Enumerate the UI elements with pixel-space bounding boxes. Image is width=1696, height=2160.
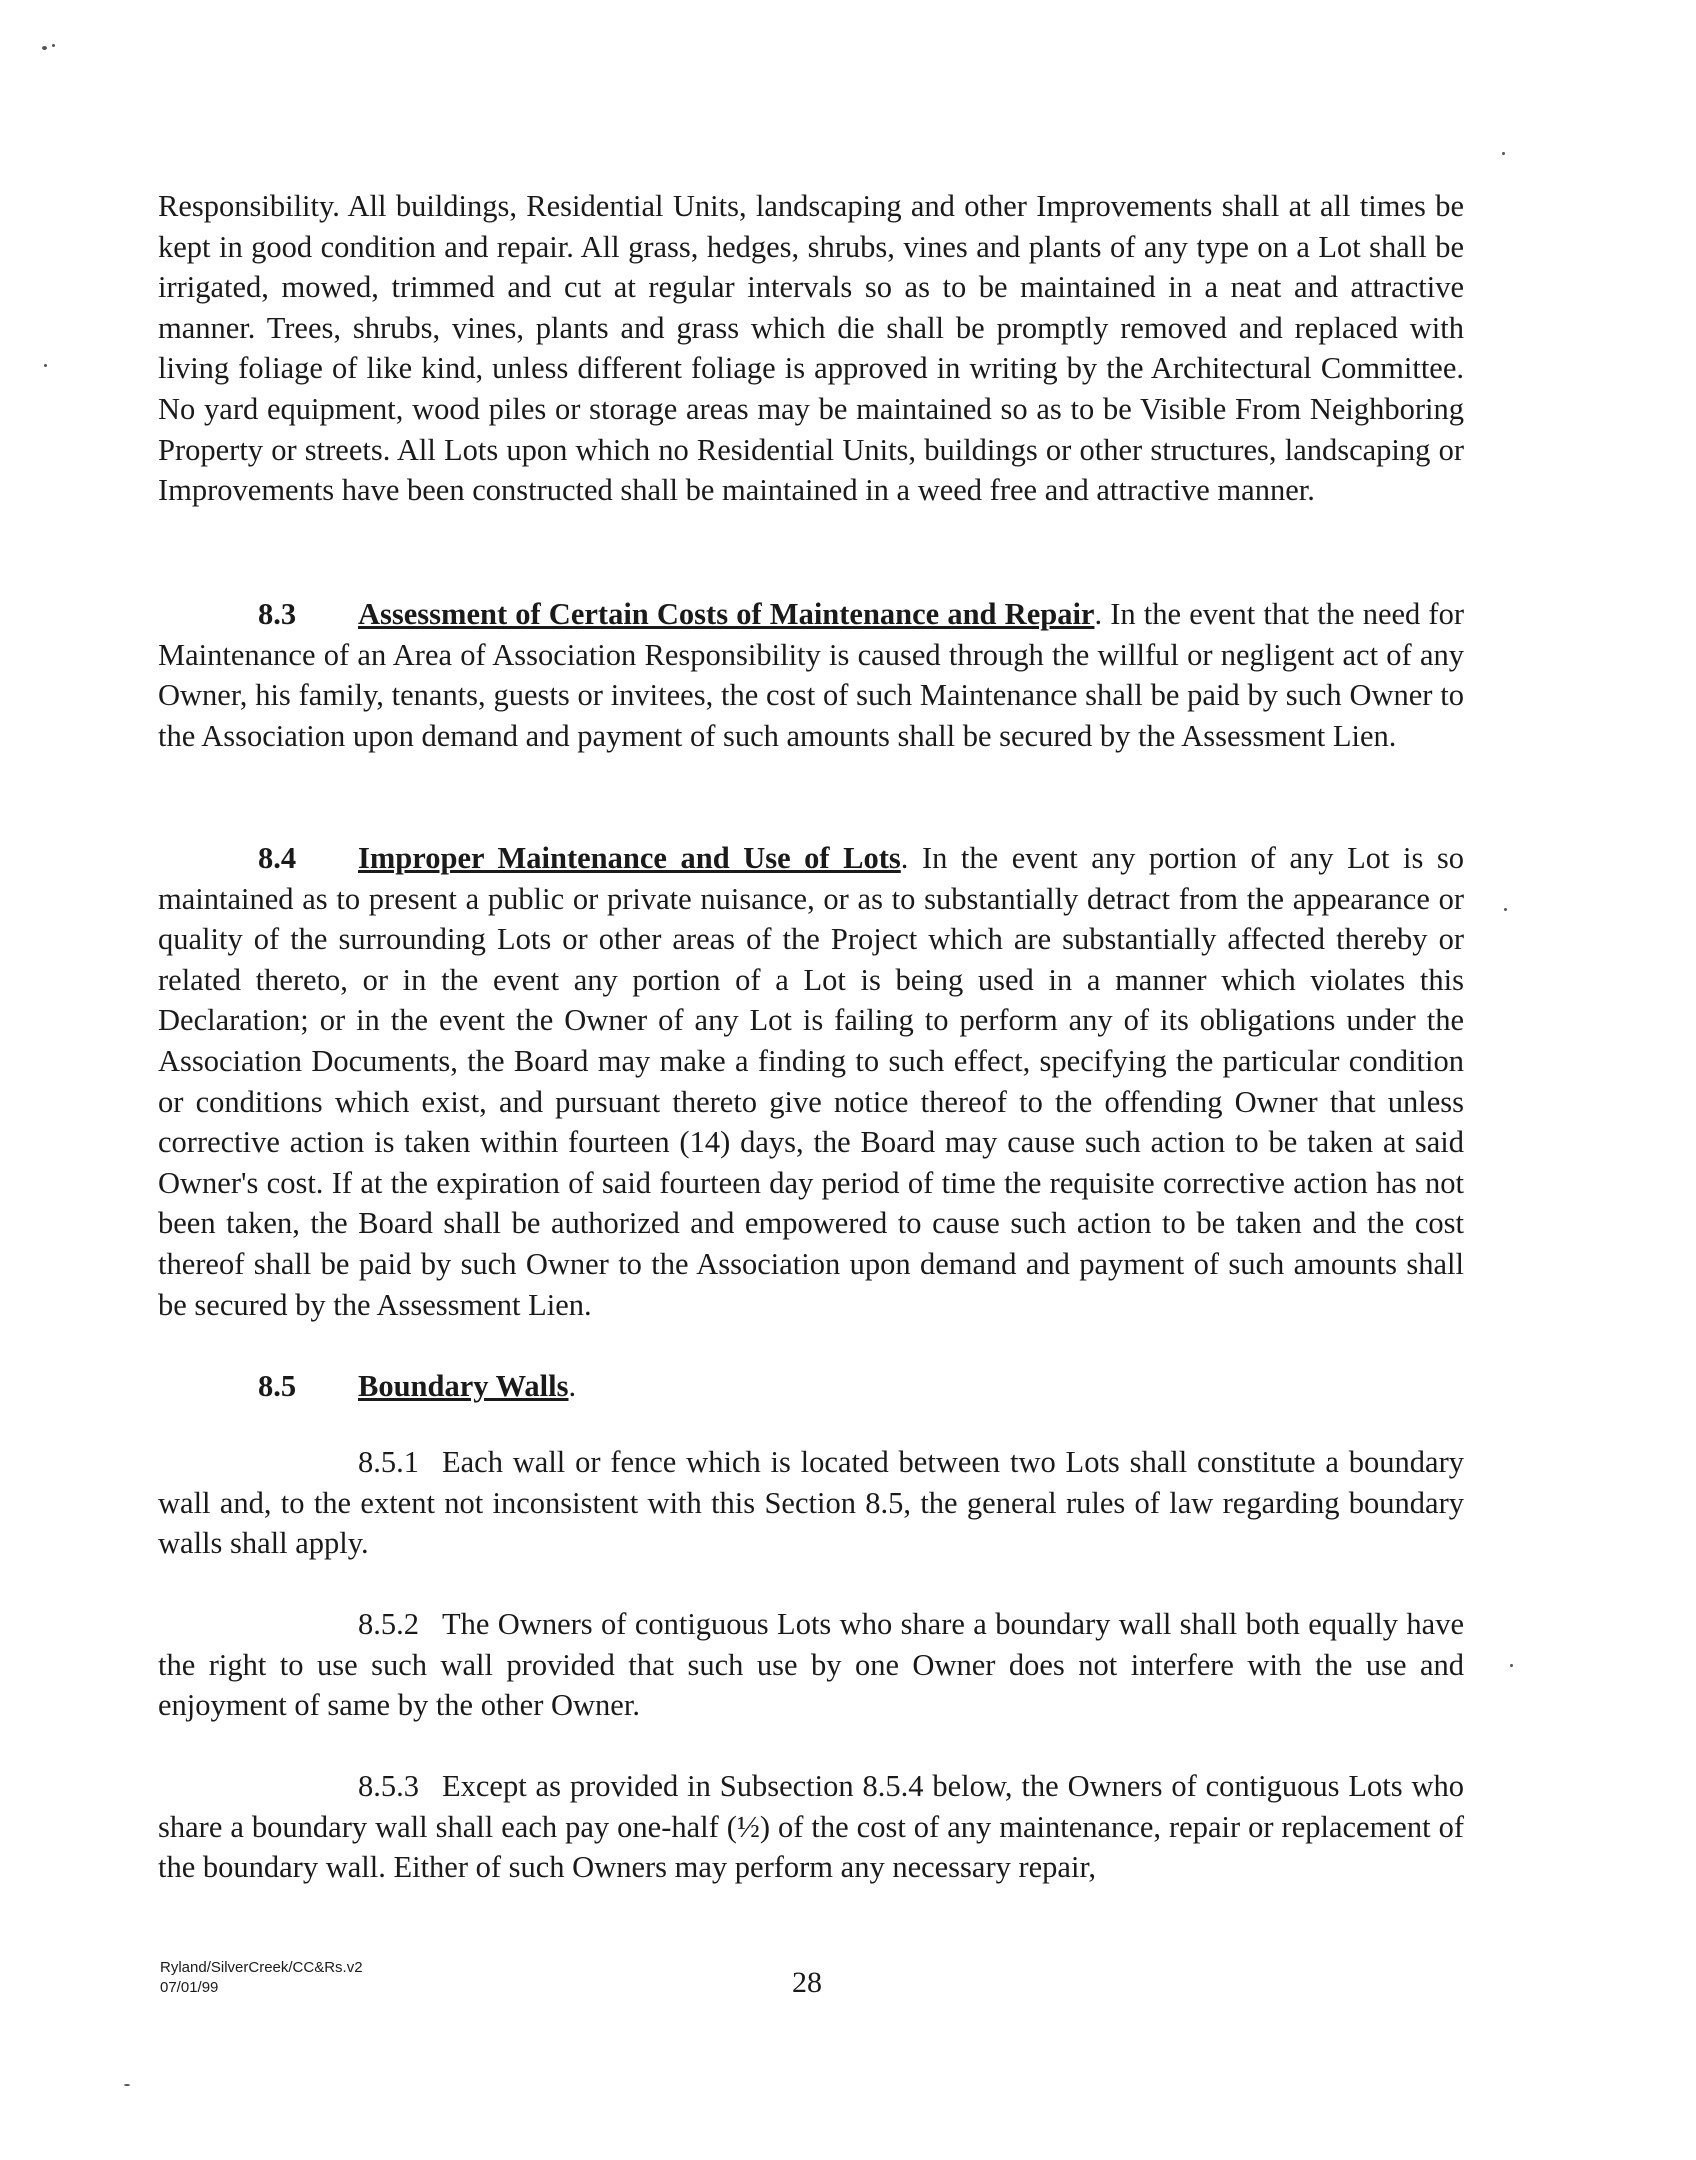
page-number: 28 [792, 1966, 822, 1999]
subsection-8-5-1 [158, 1442, 1464, 1564]
footer-document-reference [160, 1958, 363, 1998]
subsection-8-5-3 [158, 1766, 1464, 1888]
subsection-number: 8.5.3 [358, 1769, 419, 1803]
section-title-period: . [568, 1369, 577, 1403]
subsection-8-5-2 [158, 1604, 1464, 1726]
scan-speck [124, 2084, 130, 2086]
scan-speck [42, 46, 47, 50]
continuation-paragraph [158, 186, 1464, 511]
section-title: Assessment of Certain Costs of Maintenance and Repair [358, 597, 1095, 631]
subsection-number: 8.5.1 [358, 1445, 419, 1479]
subsection-body: The Owners of contiguous Lots who share a boundary wall shall both equally have the right to use such wall provided that such use by one Owner does not interfere with the use and enjoyment of same by the other Owner. [158, 1607, 1464, 1723]
section-title: Boundary Walls [358, 1369, 569, 1403]
section-body: . In the event any portion of any Lot is so maintained as to present a public or private nuisance, or as to substantially detract from the appearance or quality of the surrounding Lots or other areas of the Project which are substantially affected thereby or related thereto, or in the event any portion of a Lot is being used in a manner which violates this Declaration; or in the event the Owner of any Lot is failing to perform any of its obligations under the Association Documents, the Board may make a finding to such effect, specifying the particular condition or conditions which exist, and pursuant thereto give notice thereof to the offending Owner that unless corrective action is taken within fourteen (14) days, the Board may cause such action to be taken at said Owner's cost. If at the expiration of said fourteen day period of time the requisite corrective action has not been taken, the Board shall be authorized and empowered to cause such action to be taken and the cost thereof shall be paid by such Owner to the Association upon demand and payment of such amounts shall be secured by the Assessment Lien. [158, 841, 1464, 1322]
section-8-5 [158, 1366, 1464, 1407]
footer-date: 07/01/99 [160, 1979, 219, 1996]
scan-speck [44, 364, 47, 367]
subsection-body: Each wall or fence which is located between two Lots shall constitute a boundary wall and, to the extent not inconsistent with this Section 8.5, the general rules of law regarding boundary walls shall apply. [158, 1445, 1464, 1561]
section-title: Improper Maintenance and Use of Lots [358, 841, 901, 875]
section-8-4 [158, 838, 1464, 1325]
scan-speck [52, 44, 55, 47]
section-body: . In the event that the need for Maintenance of an Area of Association Responsibility is caused through the willful or negligent act of any Owner, his family, tenants, guests or invitees, the cost of such Maintenance shall be paid by such Owner to the Association upon demand and payment of such amounts shall be secured by the Assessment Lien. [158, 597, 1464, 753]
subsection-body: Except as provided in Subsection 8.5.4 below, the Owners of contiguous Lots who share a boundary wall shall each pay one-half (½) of the cost of any maintenance, repair or replacement of the boundary wall. Either of such Owners may perform any necessary repair, [158, 1769, 1464, 1885]
section-number: 8.4 [258, 841, 297, 875]
continuation-text: Responsibility. All buildings, Residential Units, landscaping and other Improvements shall at all times be kept in good condition and repair. All grass, hedges, shrubs, vines and plants of any type on a Lot shall be irrigated, mowed, trimmed and cut at regular intervals so as to be maintained in a neat and attractive manner. Trees, shrubs, vines, plants and grass which die shall be promptly removed and replaced with living foliage of like kind, unless different foliage is approved in writing by the Architectural Committee. No yard equipment, wood piles or storage areas may be maintained so as to be Visible From Neighboring Property or streets. All Lots upon which no Residential Units, buildings or other structures, landscaping or Improvements have been constructed shall be maintained in a weed free and attractive manner. [158, 189, 1464, 508]
subsection-number: 8.5.2 [358, 1607, 419, 1641]
section-number: 8.5 [258, 1369, 297, 1403]
section-8-3 [158, 594, 1464, 756]
section-number: 8.3 [258, 597, 297, 631]
scan-speck [1510, 1664, 1513, 1667]
footer-doc-ref: Ryland/SilverCreek/CC&Rs.v2 [160, 1959, 363, 1976]
scan-speck [1504, 908, 1507, 911]
scan-speck [1502, 152, 1505, 155]
